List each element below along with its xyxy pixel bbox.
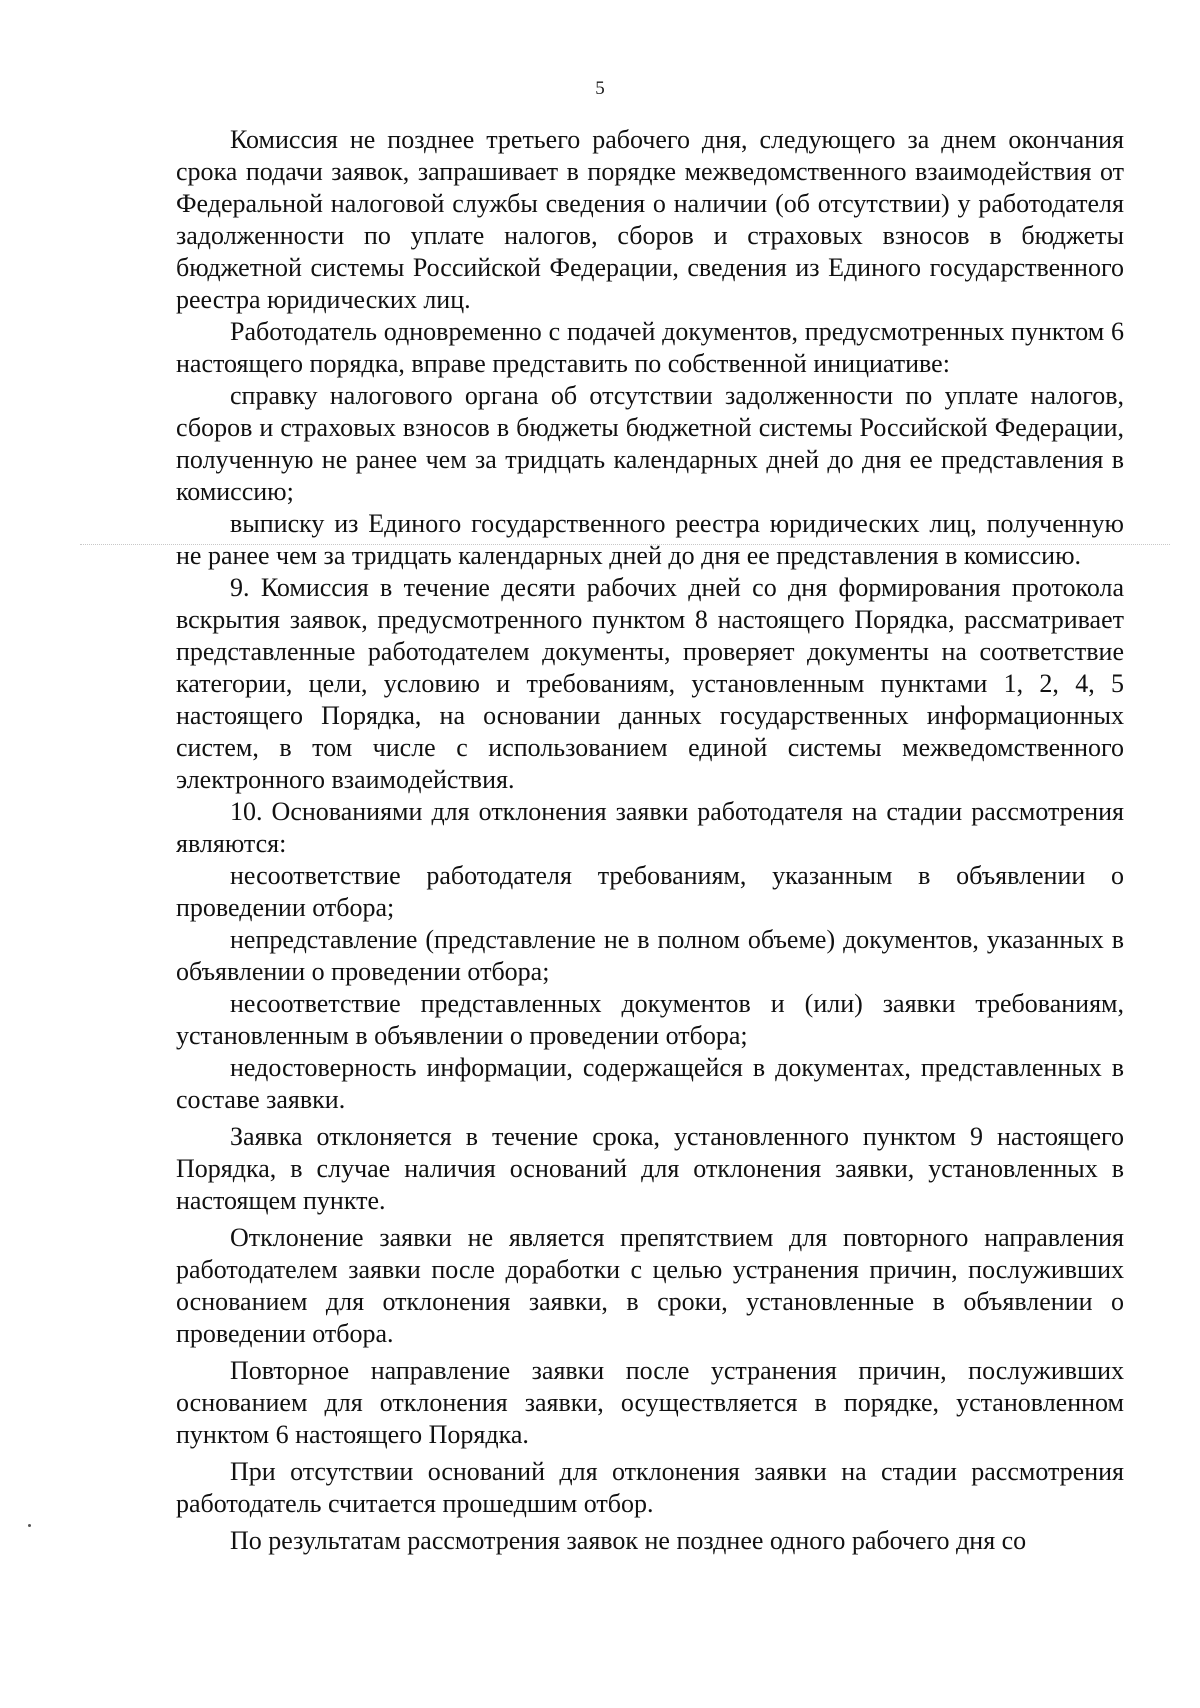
paragraph: Отклонение заявки не является препятствием для повторного направления работодателем заявки после доработки с целью устранения причин, послуживших основанием для отклонения заявки, в сроки, установленные в объявлении о проведении отбора.	[176, 1223, 1124, 1348]
paragraph: По результатам рассмотрения заявок не позднее одного рабочего дня со	[230, 1526, 1027, 1555]
paragraph: справку налогового органа об отсутствии задолженности по уплате налогов, сборов и страховых взносов в бюджеты бюджетной системы Российской Федерации, полученную не ранее чем за тридцать календарных дней до дня ее представления в комиссию;	[176, 381, 1124, 506]
paragraph: При отсутствии оснований для отклонения заявки на стадии рассмотрения работодатель считается прошедшим отбор.	[176, 1457, 1124, 1518]
paragraph: недостоверность информации, содержащейся в документах, представленных в составе заявки.	[176, 1053, 1124, 1114]
paragraph: 9. Комиссия в течение десяти рабочих дней со дня формирования протокола вскрытия заявок, предусмотренного пунктом 8 настоящего Порядка, рассматривает представленные работодателем документы, проверяет документы на соответствие категории, цели, условию и требованиям, установленным пунктами 1, 2, 4, 5 настоящего Порядка, на основании данных государственных информационных систем, в том числе с использованием единой системы межведомственного электронного взаимодействия.	[176, 573, 1124, 794]
page-number: 5	[595, 78, 605, 99]
paragraph: 10. Основаниями для отклонения заявки работодателя на стадии рассмотрения являются:	[176, 797, 1124, 858]
paragraph: Заявка отклоняется в течение срока, установленного пунктом 9 настоящего Порядка, в случае наличия оснований для отклонения заявки, установленных в настоящем пункте.	[176, 1122, 1124, 1215]
paragraph: Комиссия не позднее третьего рабочего дня, следующего за днем окончания срока подачи заявок, запрашивает в порядке межведомственного взаимодействия от Федеральной налоговой службы сведения о наличии (об отсутствии) у работодателя задолженности по уплате налогов, сборов и страховых взносов в бюджеты бюджетной системы Российской Федерации, сведения из Единого государственного реестра юридических лиц.	[176, 125, 1124, 314]
paragraph: непредставление (представление не в полном объеме) документов, указанных в объявлении о проведении отбора;	[176, 925, 1124, 986]
paragraph: Работодатель одновременно с подачей документов, предусмотренных пунктом 6 настоящего порядка, вправе представить по собственной инициативе:	[176, 317, 1124, 378]
paragraph: несоответствие представленных документов и (или) заявки требованиям, установленным в объявлении о проведении отбора;	[176, 989, 1124, 1050]
paragraph: выписку из Единого государственного реестра юридических лиц, полученную не ранее чем за тридцать календарных дней до дня ее представления в комиссию.	[176, 509, 1124, 570]
paragraph: Повторное направление заявки после устранения причин, послуживших основанием для отклонения заявки, осуществляется в порядке, установленном пунктом 6 настоящего Порядка.	[176, 1356, 1124, 1449]
paragraph: несоответствие работодателя требованиям, указанным в объявлении о проведении отбора;	[176, 861, 1124, 922]
document-body	[176, 124, 1124, 1557]
scan-artifact-dot	[28, 1524, 31, 1527]
